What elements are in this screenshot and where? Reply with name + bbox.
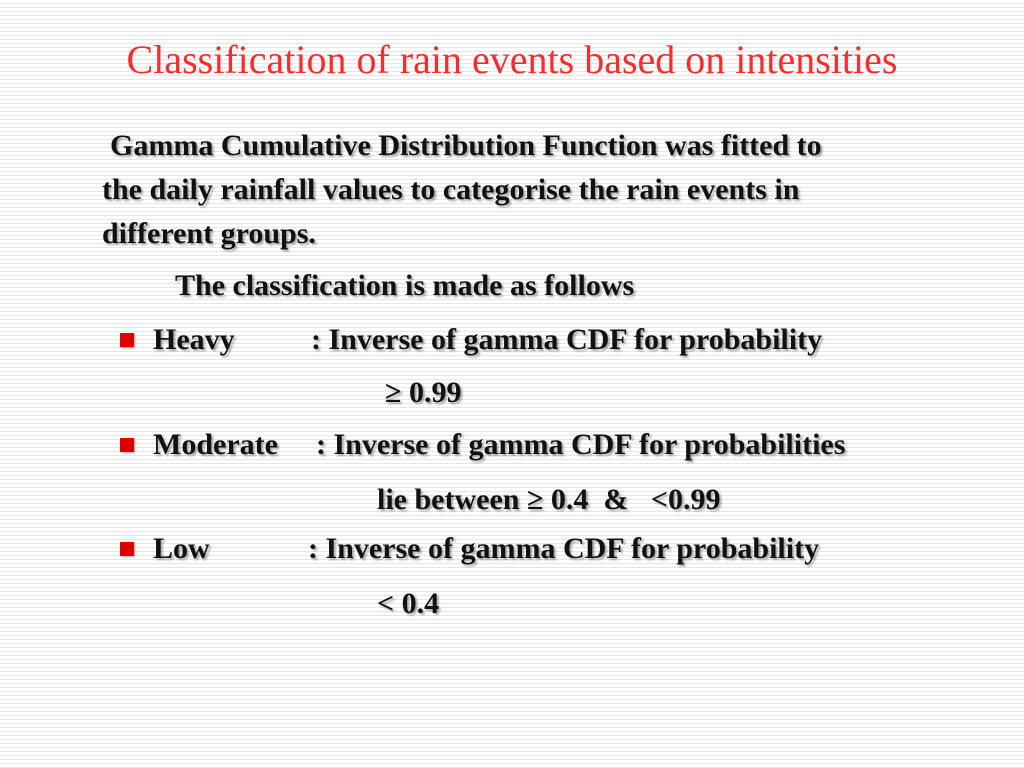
item-moderate-rule: : Inverse of gamma CDF for probabilities [316,428,846,461]
item-low-label: Low [153,532,210,565]
bullet-square-icon [120,333,134,347]
subheading: The classification is made as follows [175,269,635,302]
item-low-rule: : Inverse of gamma CDF for probability [308,532,820,565]
bullet-square-icon [120,542,134,556]
item-moderate-condition: lie between ≥ 0.4 & <0.99 [377,483,721,516]
item-heavy-condition: ≥ 0.99 [385,376,462,409]
bullet-square-icon [120,438,134,452]
item-heavy-rule: : Inverse of gamma CDF for probability [311,323,823,356]
item-low-condition: < 0.4 [377,587,440,620]
item-heavy-label: Heavy [153,323,235,356]
intro-line-3: different groups. [102,217,316,250]
item-moderate-label: Moderate [153,428,278,461]
intro-line-2: the daily rainfall values to categorise the rain events in [102,173,800,206]
slide-title: Classification of rain events based on intensities [126,37,898,82]
intro-line-1: Gamma Cumulative Distribution Function was fitted to [110,129,822,162]
